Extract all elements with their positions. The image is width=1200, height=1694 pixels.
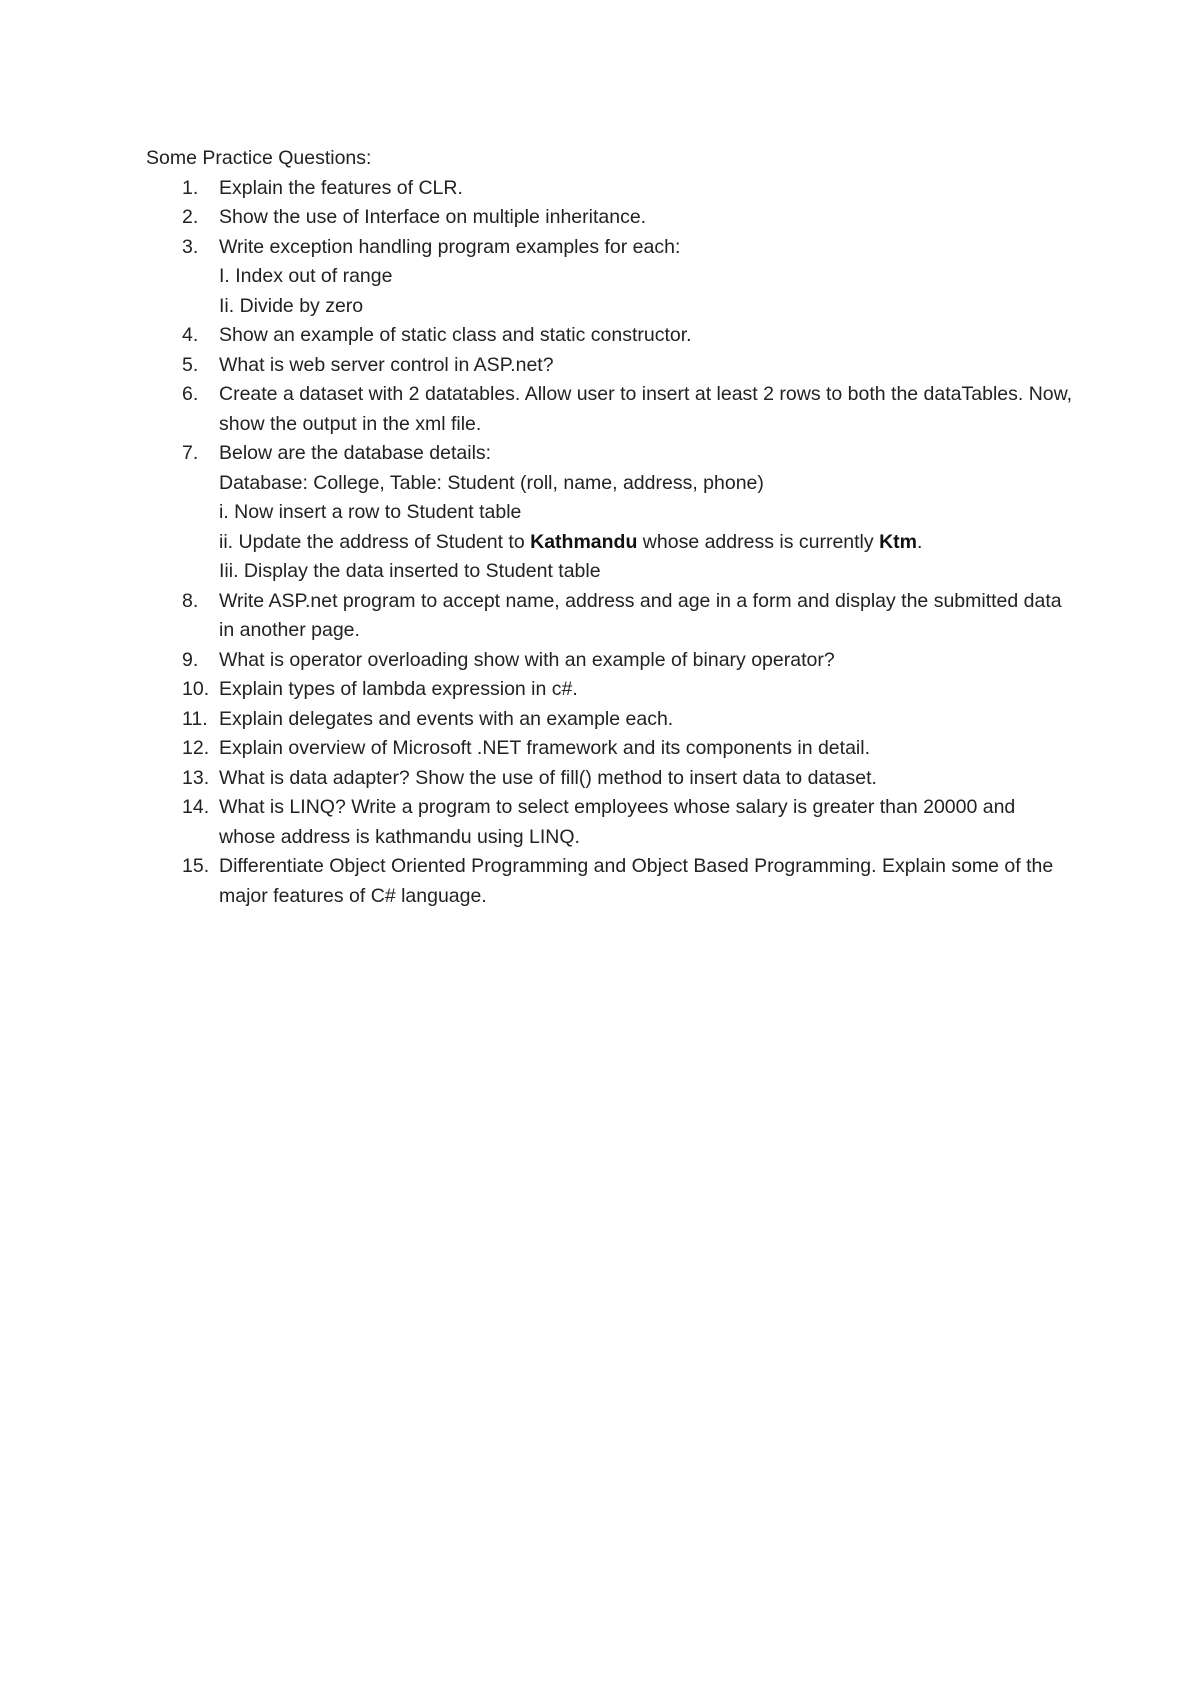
sub-question-text: ii. Update the address of Student to: [219, 530, 531, 553]
question-number: 15.: [182, 855, 210, 877]
sub-question-text: whose address is currently: [637, 530, 880, 553]
question-item: [146, 793, 1076, 852]
document-heading: Some Practice Questions:: [146, 147, 372, 169]
database-details: Database: College, Table: Student (roll, name, address, phone): [219, 471, 764, 494]
bold-term: Ktm: [879, 530, 917, 553]
question-number: 7.: [182, 442, 199, 464]
question-item: [146, 852, 1076, 911]
question-text: Below are the database details:: [219, 442, 492, 464]
question-item: [146, 439, 1076, 587]
document-page: [146, 144, 1076, 911]
question-item: [146, 764, 1076, 794]
question-text: Explain types of lambda expression in c#.: [219, 678, 578, 700]
sub-question: Iii. Display the data inserted to Student table: [219, 560, 601, 582]
sub-question-text: .: [916, 530, 923, 553]
question-text: Explain overview of Microsoft .NET framework and its components in detail.: [219, 737, 870, 759]
question-number: 3.: [182, 235, 199, 258]
question-number: 6.: [182, 383, 199, 405]
question-number: 1.: [182, 176, 199, 199]
question-item: [146, 203, 1076, 233]
question-text: Explain delegates and events with an example each.: [219, 707, 674, 730]
sub-question: I. Index out of range: [219, 265, 393, 287]
question-item: [146, 321, 1076, 351]
question-item: [146, 675, 1076, 705]
sub-question: [219, 528, 1076, 558]
question-item: [146, 233, 1076, 322]
question-text: Write ASP.net program to accept name, address and age in a form and display the submitted data in another page.: [219, 589, 1062, 641]
question-number: 9.: [182, 648, 199, 671]
question-number: 13.: [182, 766, 210, 789]
question-text: Explain the features of CLR.: [219, 176, 463, 199]
question-text: What is LINQ? Write a program to select employees whose salary is greater than 20000 and whose address is kathmandu using LINQ.: [219, 796, 1016, 848]
bold-term: Kathmandu: [530, 530, 638, 553]
question-number: 8.: [182, 589, 199, 612]
sub-question: i. Now insert a row to Student table: [219, 501, 522, 523]
question-number: 10.: [182, 678, 210, 700]
question-text: Differentiate Object Oriented Programming and Object Based Programming. Explain some of the major features of C# language.: [219, 855, 1054, 907]
question-number: 12.: [182, 737, 210, 759]
question-number: 5.: [182, 353, 199, 376]
question-text: What is data adapter? Show the use of fill() method to insert data to dataset.: [219, 766, 877, 789]
question-text: Create a dataset with 2 datatables. Allow user to insert at least 2 rows to both the dataTables. Now, show the output in the xml file.: [219, 383, 1073, 435]
question-number: 4.: [182, 324, 199, 346]
question-text: Show the use of Interface on multiple inheritance.: [219, 206, 647, 228]
questions-list: [146, 174, 1076, 912]
question-number: 14.: [182, 796, 210, 818]
question-number: 11.: [182, 707, 208, 730]
question-text: Show an example of static class and static constructor.: [219, 324, 692, 346]
question-item: [146, 587, 1076, 646]
question-item: [146, 174, 1076, 204]
question-item: [146, 380, 1076, 439]
question-text: Write exception handling program examples for each:: [219, 235, 681, 258]
question-item: [146, 646, 1076, 676]
question-text: What is web server control in ASP.net?: [219, 353, 554, 376]
question-number: 2.: [182, 206, 199, 228]
question-item: [146, 734, 1076, 764]
question-item: [146, 705, 1076, 735]
question-item: [146, 351, 1076, 381]
question-text: What is operator overloading show with an example of binary operator?: [219, 648, 835, 671]
sub-question: Ii. Divide by zero: [219, 294, 364, 317]
